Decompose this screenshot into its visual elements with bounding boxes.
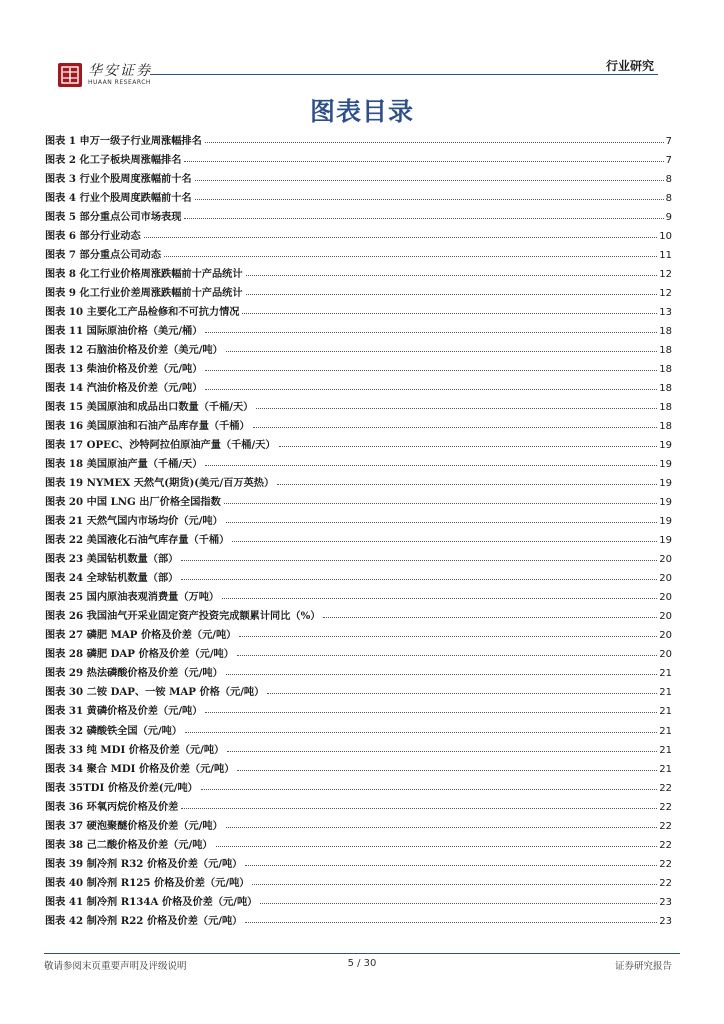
toc-entry[interactable] — [45, 832, 672, 851]
toc-entry-label: 图表 25 国内原油表观消费量（万吨） — [45, 591, 220, 604]
toc-entry[interactable] — [45, 756, 672, 775]
toc-entry-page: 21 — [659, 725, 672, 737]
toc-entry[interactable] — [45, 737, 672, 756]
footer-disclaimer: 敬请参阅末页重要声明及评级说明 — [44, 961, 187, 972]
toc-entry-label: 图表 41 制冷剂 R134A 价格及价差（元/吨） — [45, 895, 258, 908]
toc-entry-label: 图表 36 环氧丙烷价格及价差 — [45, 800, 179, 813]
toc-entry[interactable] — [45, 775, 672, 794]
toc-entry-page: 9 — [665, 212, 672, 224]
toc-entry-label: 图表 33 纯 MDI 价格及价差（元/吨） — [45, 743, 225, 756]
toc-entry-page: 18 — [659, 364, 672, 376]
toc-entry-page: 22 — [659, 839, 672, 851]
toc-leader-dots — [227, 750, 657, 752]
toc-entry-label: 图表 10 主要化工产品检修和不可抗力情况 — [45, 306, 240, 319]
toc-entry-page: 19 — [659, 535, 672, 547]
toc-leader-dots — [242, 312, 657, 314]
page-title: 图表目录 — [309, 97, 414, 126]
toc-entry-label: 图表 35TDI 价格及价差(元/吨） — [45, 781, 198, 794]
toc-entry-page: 10 — [659, 231, 672, 243]
brand-english: HUAAN RESEARCH — [88, 79, 151, 86]
toc-leader-dots — [195, 198, 664, 200]
toc-entry[interactable] — [45, 679, 672, 698]
toc-entry[interactable] — [45, 166, 672, 185]
toc-entry-page: 18 — [659, 345, 672, 357]
toc-entry[interactable] — [45, 451, 672, 470]
toc-leader-dots — [201, 788, 657, 790]
toc-leader-dots — [144, 236, 658, 238]
toc-leader-dots — [205, 464, 657, 466]
toc-entry[interactable] — [45, 204, 672, 223]
toc-entry-page: 18 — [659, 326, 672, 338]
toc-entry[interactable] — [45, 147, 672, 166]
toc-leader-dots — [222, 597, 657, 599]
toc-leader-dots — [205, 369, 657, 371]
toc-entry-page: 8 — [665, 174, 672, 186]
toc-entry-label: 图表 1 申万一级子行业周涨幅排名 — [45, 135, 202, 148]
toc-entry-label: 图表 13 柴油价格及价差（元/吨） — [45, 363, 203, 376]
toc-entry-page: 22 — [659, 801, 672, 813]
toc-entry-label: 图表 4 行业个股周度跌幅前十名 — [45, 192, 192, 205]
toc-entry-label: 图表 31 黄磷价格及价差（元/吨） — [45, 705, 203, 718]
toc-entry[interactable] — [45, 394, 672, 413]
toc-leader-dots — [277, 483, 657, 485]
toc-entry[interactable] — [45, 851, 672, 870]
toc-leader-dots — [232, 540, 657, 542]
toc-entry[interactable] — [45, 337, 672, 356]
toc-entry[interactable] — [45, 318, 672, 337]
toc-leader-dots — [246, 274, 658, 276]
toc-entry-label: 图表 6 部分行业动态 — [45, 230, 141, 243]
toc-entry-label: 图表 15 美国原油和成品出口数量（千桶/天） — [45, 401, 254, 414]
toc-entry-page: 12 — [659, 288, 672, 300]
toc-entry-label: 图表 3 行业个股周度涨幅前十名 — [45, 173, 192, 186]
toc-entry[interactable] — [45, 242, 672, 261]
toc-leader-dots — [256, 407, 657, 409]
toc-leader-dots — [181, 559, 657, 561]
toc-leader-dots — [205, 388, 657, 390]
toc-entry[interactable] — [45, 508, 672, 527]
toc-entry-label: 图表 18 美国原油产量（千桶/天） — [45, 458, 203, 471]
toc-entry-page: 18 — [659, 402, 672, 414]
toc-leader-dots — [226, 521, 657, 523]
page-number: 5 / 30 — [347, 958, 377, 969]
toc-entry-label: 图表 37 硬泡聚醚价格及价差（元/吨） — [45, 819, 223, 832]
toc-entry-page: 18 — [659, 383, 672, 395]
toc-entry[interactable] — [45, 546, 672, 565]
toc-leader-dots — [237, 654, 657, 656]
toc-entry-label: 图表 19 NYMEX 天然气(期货)(美元/百万英热） — [45, 477, 275, 490]
toc-entry[interactable] — [45, 889, 672, 908]
toc-entry-page: 21 — [659, 706, 672, 718]
toc-entry-page: 20 — [659, 611, 672, 623]
toc-entry[interactable] — [45, 641, 672, 660]
toc-entry-page: 21 — [659, 687, 672, 699]
toc-entry[interactable] — [45, 128, 672, 147]
toc-entry-page: 11 — [659, 250, 672, 262]
toc-entry-label: 图表 24 全球钻机数量（部） — [45, 572, 179, 585]
toc-entry-page: 13 — [659, 307, 672, 319]
toc-entry[interactable] — [45, 223, 672, 242]
toc-entry-page: 23 — [659, 896, 672, 908]
header-divider — [150, 74, 658, 75]
toc-leader-dots — [181, 578, 657, 580]
toc-entry[interactable] — [45, 527, 672, 546]
toc-entry-page: 7 — [665, 136, 672, 148]
toc-entry-label: 图表 27 磷肥 MAP 价格及价差（元/吨） — [45, 629, 237, 642]
toc-entry-page: 20 — [659, 573, 672, 585]
toc-entry-page: 20 — [659, 592, 672, 604]
toc-entry-label: 图表 39 制冷剂 R32 价格及价差（元/吨） — [45, 857, 243, 870]
toc-entry-page: 21 — [659, 744, 672, 756]
toc-entry-page: 21 — [659, 668, 672, 680]
toc-entry-page: 7 — [665, 155, 672, 167]
toc-leader-dots — [205, 711, 657, 713]
toc-entry[interactable] — [45, 870, 672, 889]
toc-entry-label: 图表 2 化工子板块周涨幅排名 — [45, 154, 182, 167]
toc-entry-label: 图表 22 美国液化石油气库存量（千桶） — [45, 534, 230, 547]
toc-entry-label: 图表 30 二铵 DAP、一铵 MAP 价格（元/吨） — [45, 686, 265, 699]
toc-entry[interactable] — [45, 794, 672, 813]
toc-leader-dots — [252, 883, 657, 885]
toc-entry[interactable] — [45, 280, 672, 299]
toc-entry[interactable] — [45, 813, 672, 832]
toc-entry-label: 图表 7 部分重点公司动态 — [45, 249, 162, 262]
toc-leader-dots — [260, 902, 657, 904]
toc-entry-page: 8 — [665, 193, 672, 205]
toc-leader-dots — [279, 445, 658, 447]
toc-entry[interactable] — [45, 413, 672, 432]
toc-leader-dots — [185, 731, 657, 733]
toc-entry[interactable] — [45, 470, 672, 489]
toc-entry[interactable] — [45, 603, 672, 622]
toc-leader-dots — [205, 141, 664, 143]
toc-leader-dots — [226, 350, 657, 352]
toc-leader-dots — [239, 635, 657, 637]
toc-leader-dots — [181, 807, 657, 809]
toc-entry-page: 18 — [659, 421, 672, 433]
toc-entry[interactable] — [45, 698, 672, 717]
toc-entry-page: 22 — [659, 782, 672, 794]
toc-leader-dots — [195, 179, 664, 181]
toc-leader-dots — [216, 845, 658, 847]
toc-entry[interactable] — [45, 584, 672, 603]
toc-leader-dots — [245, 921, 657, 923]
toc-entry-label: 图表 38 己二酸价格及价差（元/吨） — [45, 838, 213, 851]
huaan-logo-icon — [58, 63, 82, 87]
toc-entry-page: 20 — [659, 649, 672, 661]
toc-entry-label: 图表 40 制冷剂 R125 价格及价差（元/吨） — [45, 876, 250, 889]
toc-entry-page: 21 — [659, 763, 672, 775]
toc-entry-label: 图表 5 部分重点公司市场表现 — [45, 211, 182, 224]
toc-entry-label: 图表 21 天然气国内市场均价（元/吨） — [45, 515, 223, 528]
toc-entry-label: 图表 11 国际原油价格（美元/桶） — [45, 325, 203, 338]
report-section: 行业研究 — [605, 59, 654, 73]
toc-leader-dots — [224, 502, 657, 504]
toc-entry[interactable] — [45, 565, 672, 584]
table-of-figures — [45, 128, 672, 927]
toc-leader-dots — [323, 616, 657, 618]
toc-entry-page: 20 — [659, 554, 672, 566]
toc-entry[interactable] — [45, 261, 672, 280]
toc-entry[interactable] — [45, 717, 672, 736]
toc-entry[interactable] — [45, 432, 672, 451]
toc-entry-page: 20 — [659, 630, 672, 642]
toc-entry-label: 图表 12 石脑油价格及价差（美元/吨） — [45, 344, 223, 357]
toc-entry[interactable] — [45, 185, 672, 204]
toc-entry[interactable] — [45, 622, 672, 641]
toc-entry-page: 19 — [659, 516, 672, 528]
toc-entry-label: 图表 29 热法磷酸价格及价差（元/吨） — [45, 667, 223, 680]
toc-entry-page: 22 — [659, 858, 672, 870]
toc-entry[interactable] — [45, 299, 672, 318]
toc-leader-dots — [164, 255, 657, 257]
toc-entry-page: 23 — [659, 915, 672, 927]
toc-entry-label: 图表 16 美国原油和石油产品库存量（千桶） — [45, 420, 250, 433]
brand-name: 华安证券 — [88, 63, 152, 79]
toc-entry-page: 19 — [659, 497, 672, 509]
toc-leader-dots — [245, 864, 657, 866]
toc-entry-page: 22 — [659, 877, 672, 889]
toc-leader-dots — [226, 826, 657, 828]
toc-entry-page: 12 — [659, 269, 672, 281]
toc-entry-label: 图表 32 磷酸铁全国（元/吨） — [45, 724, 183, 737]
toc-entry-label: 图表 8 化工行业价格周涨跌幅前十产品统计 — [45, 268, 243, 281]
toc-leader-dots — [184, 217, 663, 219]
toc-leader-dots — [226, 673, 657, 675]
toc-entry-page: 19 — [659, 478, 672, 490]
toc-entry-label: 图表 26 我国油气开采业固定资产投资完成额累计同比（%） — [45, 610, 321, 623]
toc-entry[interactable] — [45, 356, 672, 375]
toc-leader-dots — [184, 160, 663, 162]
toc-entry[interactable] — [45, 908, 672, 927]
toc-entry-label: 图表 17 OPEC、沙特阿拉伯原油产量（千桶/天） — [45, 439, 276, 452]
toc-entry-page: 19 — [659, 440, 672, 452]
toc-entry-label: 图表 28 磷肥 DAP 价格及价差（元/吨） — [45, 648, 234, 661]
toc-entry-label: 图表 42 制冷剂 R22 价格及价差（元/吨） — [45, 914, 243, 927]
toc-entry-label: 图表 34 聚合 MDI 价格及价差（元/吨） — [45, 762, 235, 775]
toc-entry[interactable] — [45, 489, 672, 508]
toc-leader-dots — [205, 331, 657, 333]
toc-entry[interactable] — [45, 660, 672, 679]
toc-leader-dots — [253, 426, 658, 428]
page-header — [0, 0, 724, 100]
toc-entry[interactable] — [45, 375, 672, 394]
toc-entry-label: 图表 9 化工行业价差周涨跌幅前十产品统计 — [45, 287, 243, 300]
report-type: 证券研究报告 — [614, 961, 672, 972]
toc-leader-dots — [237, 769, 657, 771]
toc-leader-dots — [246, 293, 658, 295]
toc-entry-label: 图表 14 汽油价格及价差（元/吨） — [45, 382, 203, 395]
toc-entry-page: 19 — [659, 459, 672, 471]
toc-entry-label: 图表 20 中国 LNG 出厂价格全国指数 — [45, 496, 221, 509]
toc-entry-label: 图表 23 美国钻机数量（部） — [45, 553, 179, 566]
toc-leader-dots — [267, 692, 657, 694]
toc-entry-page: 22 — [659, 820, 672, 832]
footer-divider — [44, 953, 680, 954]
